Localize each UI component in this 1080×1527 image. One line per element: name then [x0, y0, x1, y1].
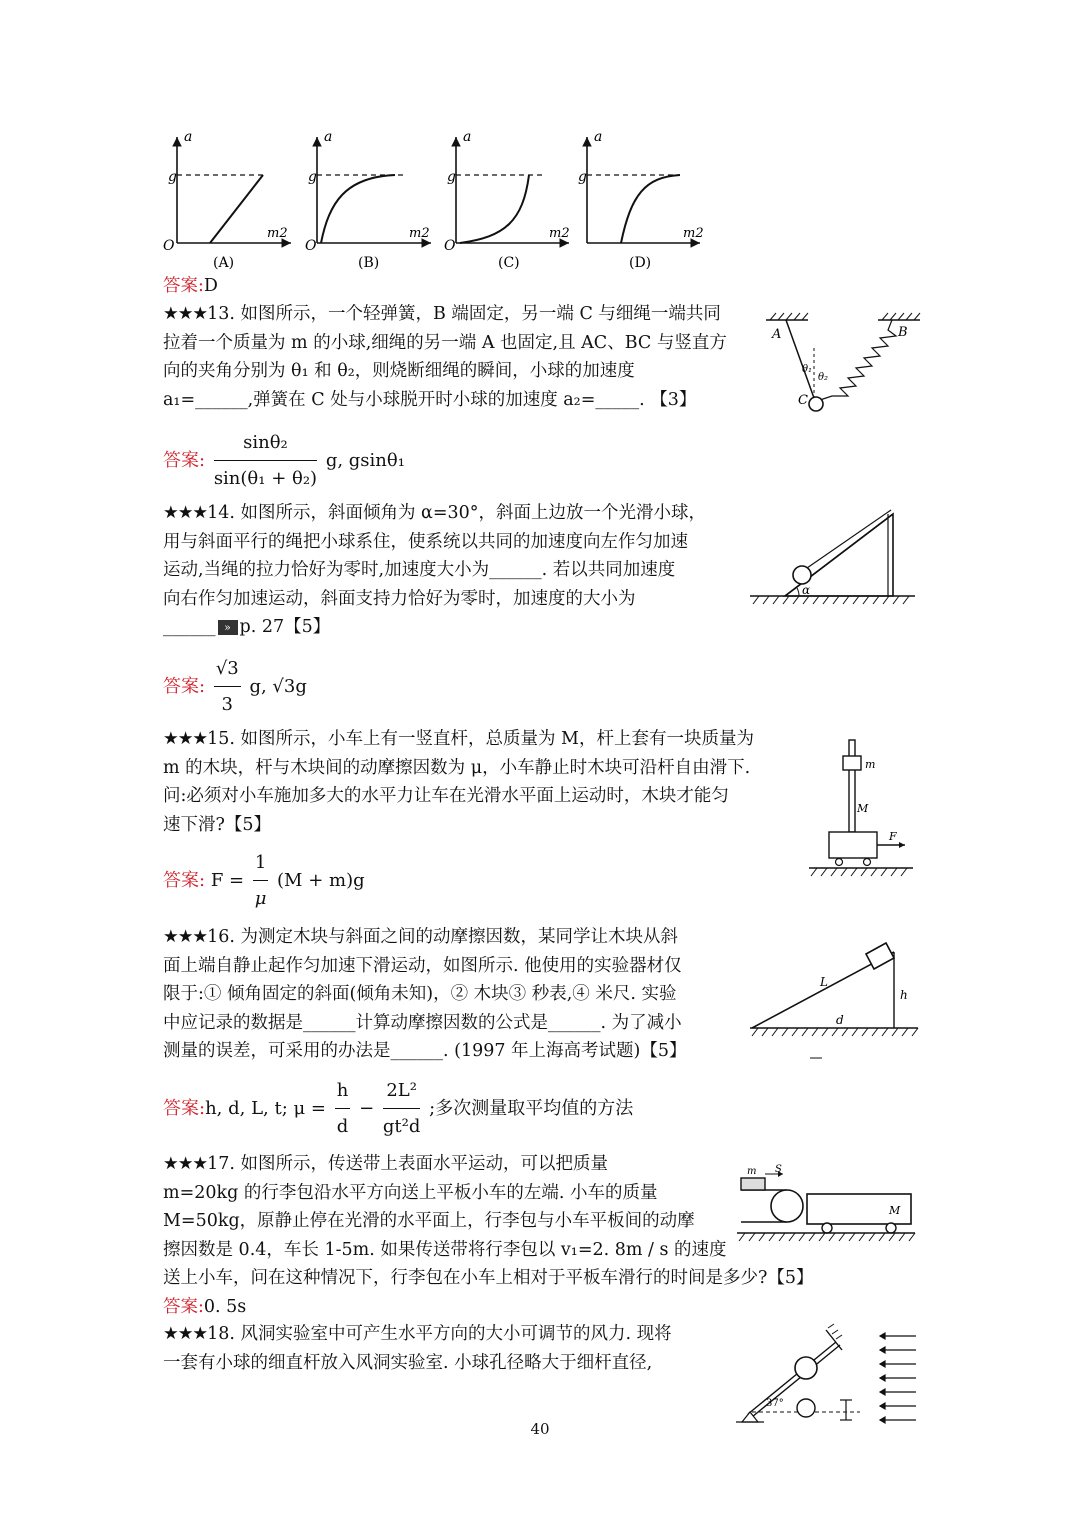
q13-answer-fraction: [214, 428, 317, 494]
q14-fig-alpha: α: [802, 583, 811, 597]
q15-answer-fraction: [253, 848, 268, 914]
answer-label: 答案:: [163, 676, 206, 697]
q14-answer: [163, 654, 307, 720]
q17-line: M=50kg，原静止停在光滑的水平面上，行李包与小车平板间的动摩: [163, 1211, 695, 1231]
q13-fig-b: B: [898, 325, 908, 340]
q13-fig-theta1: θ₁: [802, 364, 813, 375]
q15-line: m 的木块，杆与木块间的动摩擦因数为 μ，小车静止时木块可沿杆自由滑下.: [163, 757, 751, 778]
q18-line: 18. 风洞实验室中可产生水平方向的大小可调节的风力. 现将: [207, 1324, 672, 1344]
graph-b-caption: (B): [358, 255, 380, 271]
q15-text: [163, 725, 754, 839]
fraction-denominator: 3: [221, 694, 233, 715]
difficulty-stars: ★★★: [163, 1154, 208, 1174]
answer-blank: ______: [163, 617, 216, 637]
q14-line: 运动,当绳的拉力恰好为零时,加速度大小为______. 若以共同加速度: [163, 560, 676, 580]
q15-answer: [163, 848, 365, 914]
graph-c-origin: O: [444, 238, 456, 254]
q16-fig-l: L: [820, 975, 828, 989]
reference-icon: »: [218, 620, 238, 635]
q17-fig-bigm: M: [889, 1204, 901, 1217]
q13-fig-theta2: θ₂: [818, 372, 829, 383]
difficulty-stars: ★★★: [163, 503, 208, 523]
difficulty-stars: ★★★: [163, 729, 208, 749]
q15-fig-m: m: [865, 758, 876, 771]
q13-text: [163, 300, 727, 414]
graph-d-axis-x: m2: [683, 226, 704, 241]
q16-fig-h: h: [900, 988, 908, 1002]
q13-fig-a: A: [772, 327, 782, 342]
q16-figure: [748, 932, 920, 1064]
graph-c-g-label: g: [447, 169, 456, 185]
acceleration-graphs: [155, 125, 715, 275]
graph-d-axis-y: a: [594, 129, 603, 145]
graph-c: [444, 129, 570, 271]
q15-line: 速下滑?【5】: [163, 814, 272, 835]
q16-fig-d: d: [836, 1013, 844, 1027]
q18-text: [163, 1320, 672, 1377]
q13-answer-tail: g, gsinθ₁: [325, 450, 405, 471]
q17-figure: [735, 1162, 917, 1250]
q16-answer-tail: ;多次测量取平均值的方法: [429, 1098, 634, 1119]
fraction-numerator: 2L²: [383, 1076, 421, 1109]
q13-answer: [163, 428, 405, 494]
q17-answer-value: 0. 5s: [203, 1296, 247, 1317]
q15-fig-bigm: M: [857, 802, 869, 815]
graph-a-axis-y: a: [184, 129, 193, 145]
graph-b-origin: O: [305, 238, 317, 254]
q16-answer: 答案:h, d, L, t; μ = $\frac{h}{d}$ − $\frac{\text{2L²}}{\text{gt²d}}$ ;多次测量取平均值的方法: [163, 1076, 633, 1142]
q13-line: a₁=______,弹簧在 C 处与小球脱开时小球的加速度 a₂=_____. 【3】: [163, 389, 697, 410]
q13-fig-c: C: [798, 393, 808, 408]
q14-line: 向右作匀加速运动，斜面支持力恰好为零时，加速度的大小为: [163, 588, 636, 609]
fraction-denominator: d: [336, 1116, 349, 1137]
graph-b-axis-y: a: [324, 129, 333, 145]
graph-d-g-label: g: [578, 169, 587, 185]
q17-line: 擦因数是 0.4，车长 1-5m. 如果传送带将行李包以 v₁=2. 8m / s 的速度: [163, 1239, 727, 1260]
difficulty-stars: ★★★: [163, 304, 208, 324]
q17-line: 17. 如图所示，传送带上表面水平运动，可以把质量: [207, 1154, 608, 1174]
q16-line: 16. 为测定木块与斜面之间的动摩擦因数，某同学让木块从斜: [207, 927, 678, 947]
answer-label: 答案:: [163, 1098, 206, 1119]
answer-label: 答案:: [163, 276, 204, 296]
q17-fig-s: S: [775, 1164, 782, 1175]
q15-line: 问:必须对小车施加多大的水平力让车在光滑水平面上运动时，木块才能匀: [163, 786, 729, 806]
q16-answer-fraction-2: [383, 1076, 421, 1142]
q13-line: 13. 如图所示，一个轻弹簧，B 端固定，另一端 C 与细绳一端共同: [207, 304, 721, 324]
q17-line: 送上小车，问在这种情况下，行李包在小车上相对于平板车滑行的时间是多少?【5】: [163, 1268, 814, 1288]
q18-figure: [730, 1322, 920, 1432]
graph-a: [163, 129, 291, 271]
q16-text: [163, 923, 687, 1066]
graph-d-caption: (D): [629, 255, 652, 271]
q14-figure: [745, 508, 917, 608]
graph-b-axis-x: m2: [409, 226, 430, 241]
graph-c-axis-y: a: [463, 129, 472, 145]
q13-figure: [764, 308, 924, 420]
q16-line: 中应记录的数据是______计算动摩擦因数的公式是______. 为了减小: [163, 1012, 682, 1033]
fraction-denominator: μ: [254, 888, 267, 909]
graph-b-g-label: g: [308, 169, 317, 185]
q15-fig-f: F: [889, 830, 897, 843]
q12-answer: [163, 272, 218, 301]
fraction-denominator: sin(θ₁ + θ₂): [213, 468, 318, 489]
q15-line: 15. 如图所示，小车上有一竖直杆，总质量为 M，杆上套有一块质量为: [207, 729, 754, 749]
q18-line: 一套有小球的细直杆放入风洞实验室. 小球孔径略大于细杆直径,: [163, 1352, 653, 1373]
q17-line: m=20kg 的行李包沿水平方向送上平板小车的左端. 小车的质量: [163, 1182, 658, 1203]
graph-b: [305, 129, 431, 271]
q13-line: 拉着一个质量为 m 的小球,细绳的另一端 A 也固定,且 AC、BC 与竖直方: [163, 332, 727, 353]
fraction-numerator: h: [335, 1076, 351, 1109]
graph-a-origin: O: [163, 238, 175, 254]
q14-answer-tail: g, √3g: [249, 676, 307, 697]
answer-label: 答案:: [163, 450, 206, 471]
graph-d: [578, 129, 704, 271]
fraction-denominator: gt²d: [382, 1116, 421, 1137]
q14-text: [163, 499, 706, 642]
q14-answer-fraction: [214, 654, 241, 720]
difficulty-stars: ★★★: [163, 927, 208, 947]
q14-line: 14. 如图所示，斜面倾角为 α=30°，斜面上边放一个光滑小球，: [207, 503, 707, 523]
q17-fig-m: m: [747, 1166, 757, 1177]
fraction-numerator: 1: [253, 848, 268, 881]
q16-answer-fraction-1: [335, 1076, 351, 1142]
page-number: 40: [530, 1420, 550, 1438]
q13-line: 向的夹角分别为 θ₁ 和 θ₂，则烧断细绳的瞬间，小球的加速度: [163, 361, 635, 381]
fraction-numerator: √3: [214, 654, 241, 687]
graph-c-axis-x: m2: [549, 226, 570, 241]
answer-label: 答案:: [163, 1296, 204, 1317]
q15-figure: [805, 736, 915, 886]
q16-line: 测量的误差，可采用的办法是______. (1997 年上海高考试题)【5】: [163, 1041, 687, 1061]
q16-answer-prefix: h, d, L, t; μ =: [205, 1098, 326, 1119]
answer-value: D: [203, 276, 218, 296]
q18-fig-angle: 37°: [766, 1398, 784, 1409]
q15-answer-tail: (M + m)g: [277, 870, 365, 891]
q16-line: 限于:① 倾角固定的斜面(倾角未知)，② 木块③ 秒表,④ 米尺. 实验: [163, 984, 677, 1004]
q16-line: 面上端自静止起作匀加速下滑运动，如图所示. 他使用的实验器材仅: [163, 955, 682, 976]
q17-text: [163, 1150, 814, 1321]
fraction-numerator: sinθ₂: [214, 428, 317, 461]
q14-reference: p. 27【5】: [239, 617, 331, 637]
graph-a-g-label: g: [168, 169, 177, 185]
difficulty-stars: ★★★: [163, 1324, 208, 1344]
graph-a-caption: (A): [213, 255, 235, 271]
answer-label: 答案:: [163, 870, 206, 891]
graph-a-axis-x: m2: [267, 226, 288, 241]
graph-c-caption: (C): [498, 255, 520, 271]
q15-answer-prefix: F =: [210, 870, 245, 891]
q14-line: 用与斜面平行的绳把小球系住，使系统以共同的加速度向左作匀加速: [163, 531, 688, 552]
